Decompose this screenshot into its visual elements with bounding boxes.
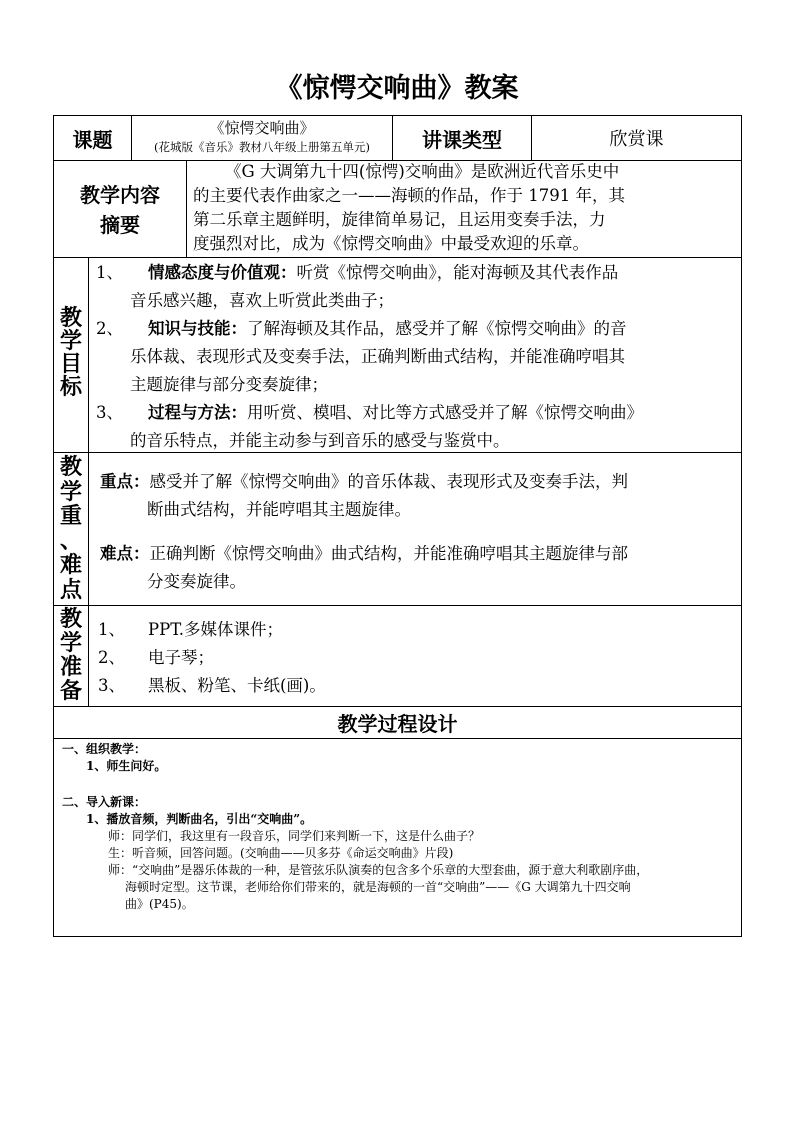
- difficulty-text: 分变奏旋律。: [147, 572, 246, 591]
- document-title: 《惊愕交响曲》教案: [275, 73, 519, 104]
- topic-label: 课题: [72, 127, 113, 152]
- objective-head: 情感态度与价值观：: [148, 263, 297, 282]
- label-char: 教: [59, 606, 82, 632]
- focus-text: 感受并了解《惊愕交响曲》的音乐体裁、表现形式及变奏手法，判: [149, 472, 628, 491]
- objective-text: 乐体裁、表现形式及变奏手法，正确判断曲式结构，并能准确哼唱其: [130, 347, 625, 366]
- summary-line: 的主要代表作曲家之一——海顿的作品，作于 1791 年，其: [193, 186, 625, 205]
- preparation-text: 电子琴；: [148, 648, 214, 667]
- objective-head: 知识与技能：: [148, 319, 247, 338]
- summary-line: 第二乐章主题鲜明，旋律简单易记，且运用变奏手法，力: [193, 210, 606, 229]
- section-title: 一、组织教学：: [62, 742, 147, 756]
- difficulty-text: 正确判断《惊愕交响曲》曲式结构，并能准确哼唱其主题旋律与部: [149, 544, 628, 563]
- dialog-line: 曲》(P45)。: [125, 897, 194, 911]
- dialog-line: 师：“交响曲”是器乐体裁的一种，是管弦乐队演奏的包含多个乐章的大型套曲，源于意大利歌剧序曲，: [108, 863, 649, 877]
- focus-head: 重点：: [100, 472, 150, 491]
- focus-line: [100, 468, 740, 496]
- process-title: 教学过程设计: [337, 712, 458, 736]
- objective-num: 3、: [96, 403, 123, 422]
- topic-source: (花城版《音乐》教材八年级上册第五单元): [154, 140, 370, 154]
- dialog-line: 海顿时定型。这节课，老师给你们带来的，就是海顿的一首“交响曲”——《G 大调第九十四交响: [125, 880, 631, 894]
- preparation-num: 1、: [98, 620, 125, 639]
- objective-item: [96, 259, 738, 287]
- objective-item: [96, 315, 738, 343]
- class-type-label: 讲课类型: [422, 127, 502, 152]
- difficulty-line: [100, 540, 740, 568]
- label-char: 备: [59, 678, 82, 704]
- class-type-value: 欣赏课: [609, 129, 664, 150]
- focus-text: 断曲式结构，并能哼唱其主题旋律。: [147, 500, 411, 519]
- label-char: 学: [59, 630, 82, 656]
- label-char: 教: [59, 454, 82, 480]
- section-item: 1、师生问好。: [86, 759, 167, 773]
- preparation-item: [98, 672, 738, 700]
- label-char: 学: [59, 328, 82, 354]
- preparation-list: [98, 616, 738, 700]
- preparation-text: PPT.多媒体课件；: [148, 620, 284, 639]
- objective-head: 过程与方法：: [148, 403, 247, 422]
- summary-text: [193, 160, 739, 256]
- label-char: 难: [59, 552, 82, 578]
- key-points-label: [54, 455, 88, 602]
- difficulty-head: 难点：: [100, 544, 150, 563]
- section-item: 1、播放音频，判断曲名，引出“交响曲”。: [86, 812, 313, 826]
- preparation-label: [54, 607, 88, 703]
- topic-cell: [132, 118, 392, 156]
- objectives-label: [54, 307, 88, 399]
- preparation-item: [98, 616, 738, 644]
- summary-line: 度强烈对比，成为《惊愕交响曲》中最受欢迎的乐章。: [193, 234, 589, 253]
- objective-num: 2、: [96, 319, 123, 338]
- preparation-item: [98, 644, 738, 672]
- preparation-text: 黑板、粉笔、卡纸(画)。: [148, 676, 326, 695]
- objectives-list: [96, 259, 738, 455]
- preparation-num: 2、: [98, 648, 125, 667]
- objective-text: 用听赏、模唱、对比等方式感受并了解《惊愕交响曲》: [247, 403, 643, 422]
- objective-text: 听赏《惊愕交响曲》，能对海顿及其代表作品: [296, 263, 619, 282]
- label-char: 标: [59, 374, 82, 400]
- dialog-line: 师：同学们，我这里有一段音乐，同学们来判断一下，这是什么曲子？: [108, 829, 481, 843]
- objective-text: 的音乐特点，并能主动参与到音乐的感受与鉴赏中。: [130, 431, 510, 450]
- objective-item: [96, 399, 738, 427]
- summary-line: 《G 大调第九十四(惊愕)交响曲》是欧洲近代音乐史中: [225, 162, 620, 181]
- summary-label-line2: 摘要: [100, 213, 140, 237]
- dialog-line: 生：听音频，回答问题。(交响曲——贝多芬《命运交响曲》片段): [108, 846, 454, 860]
- label-char: 学: [59, 478, 82, 505]
- section-title: 二、导入新课：: [62, 795, 147, 809]
- summary-label: [54, 180, 186, 240]
- label-char: 重: [59, 503, 82, 529]
- label-char: 教: [59, 305, 82, 331]
- label-char: 目: [59, 351, 82, 377]
- label-char: 、: [59, 527, 82, 554]
- objective-text: 主题旋律与部分变奏旋律；: [130, 375, 328, 394]
- objective-text: 了解海顿及其作品，感受并了解《惊愕交响曲》的音: [247, 319, 627, 338]
- objective-num: 1、: [96, 263, 123, 282]
- summary-label-line1: 教学内容: [80, 183, 160, 207]
- process-content: [62, 741, 738, 913]
- key-points-content: [100, 468, 740, 596]
- objective-text: 音乐感兴趣，喜欢上听赏此类曲子；: [130, 291, 394, 310]
- preparation-num: 3、: [98, 676, 125, 695]
- label-char: 点: [59, 576, 82, 603]
- label-char: 准: [59, 654, 82, 680]
- topic-name: 《惊愕交响曲》: [209, 119, 315, 137]
